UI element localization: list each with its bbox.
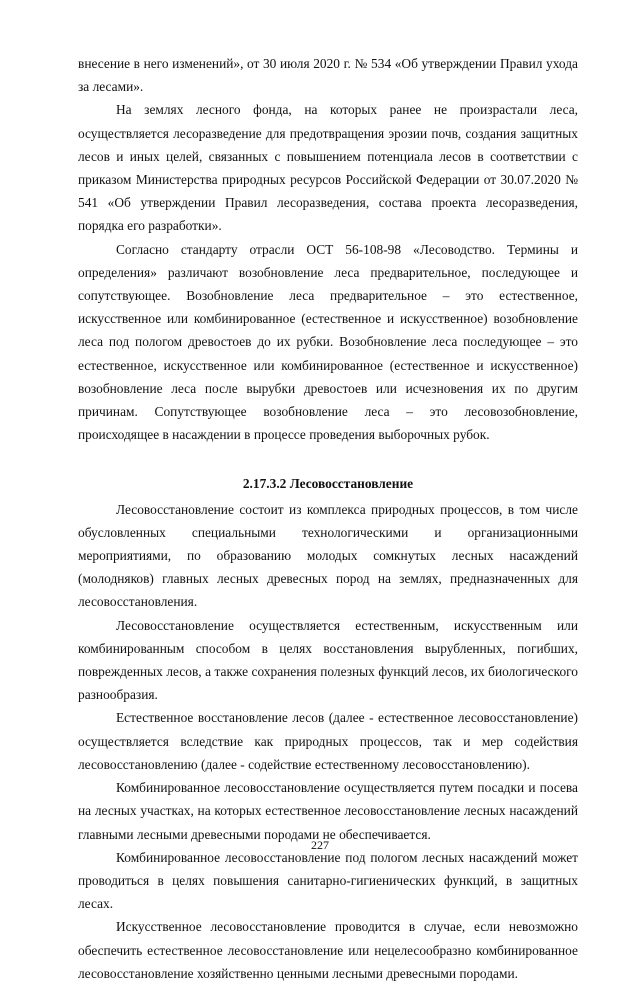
paragraph-afforestation: На землях лесного фонда, на которых ранее не произрастали леса, осуществляется лесоразведение для предотвращения эрозии почв, создания защитных лесов и иных целей, связанных с повышением потенциала лесов в соответствии с приказом Министерства природных ресурсов Российской Федерации от 30.07.2020 № 541 «Об утверждении Правил лесоразведения, состава проекта лесоразведения, порядка его разработки». [78, 102, 578, 234]
paragraph-continuation: внесение в него изменений», от 30 июля 2020 г. № 534 «Об утверждении Правил ухода за лесами». [78, 56, 578, 95]
paragraph-natural-reforestation: Естественное восстановление лесов (далее - естественное лесовосстановление) осуществляется вследствие как природных процессов, так и мер содействия лесовосстановлению (далее - содействие естественному лесовосстановлению). [78, 710, 578, 772]
section-heading: 2.17.3.2 Лесовосстановление [242, 476, 414, 492]
paragraph-regeneration-types: Согласно стандарту отрасли ОСТ 56-108-98 «Лесоводство. Термины и определения» различают возобновление леса предварительное, последующее и сопутствующее. Возобновление леса предварительное – это естественное, искусственное или комбинированное (естественное и искусственное) возобновление леса под пологом древостоев до их рубки. Возобновление леса последующее – это естественное, искусственное или комбинированное (естественное и искусственное) возобновление леса после вырубки древостоев или исчезновения их по другим причинам. Сопутствующее возобновление леса – это лесовозобновление, происходящее в насаждении в процессе проведения выборочных рубок. [78, 241, 578, 443]
page-number: 227 [311, 838, 329, 852]
paragraph-reforestation-definition: Лесовосстановление состоит из комплекса природных процессов, в том числе обусловленных специальными технологическими и организационными мероприятиями, по образованию молодых сомкнутых лесных насаждений (молодняков) главных лесных древесных пород на землях, предназначенных для лесовосстановления. [78, 501, 578, 610]
paragraph-combined-reforestation: Комбинированное лесовосстановление осуществляется путем посадки и посева на лесных участках, на которых естественное лесовосстановление лесных насаждений главными лесными древесными породами не обеспечивается. [78, 780, 578, 842]
paragraph-reforestation-methods: Лесовосстановление осуществляется естественным, искусственным или комбинированным способом в целях восстановления вырубленных, погибших, поврежденных лесов, а также сохранения полезных функций лесов, их биологического разнообразия. [78, 617, 578, 703]
paragraph-combined-under-canopy: Комбинированное лесовосстановление под пологом лесных насаждений может проводиться в целях повышения санитарно-гигиенических функций, в защитных лесах. [78, 849, 578, 912]
paragraph-artificial-reforestation: Искусственное лесовосстановление проводится в случае, если невозможно обеспечить естественное лесовосстановление или нецелесообразно комбинированное лесовосстановление хозяйственно ценными лесными древесными породами. [78, 919, 578, 981]
